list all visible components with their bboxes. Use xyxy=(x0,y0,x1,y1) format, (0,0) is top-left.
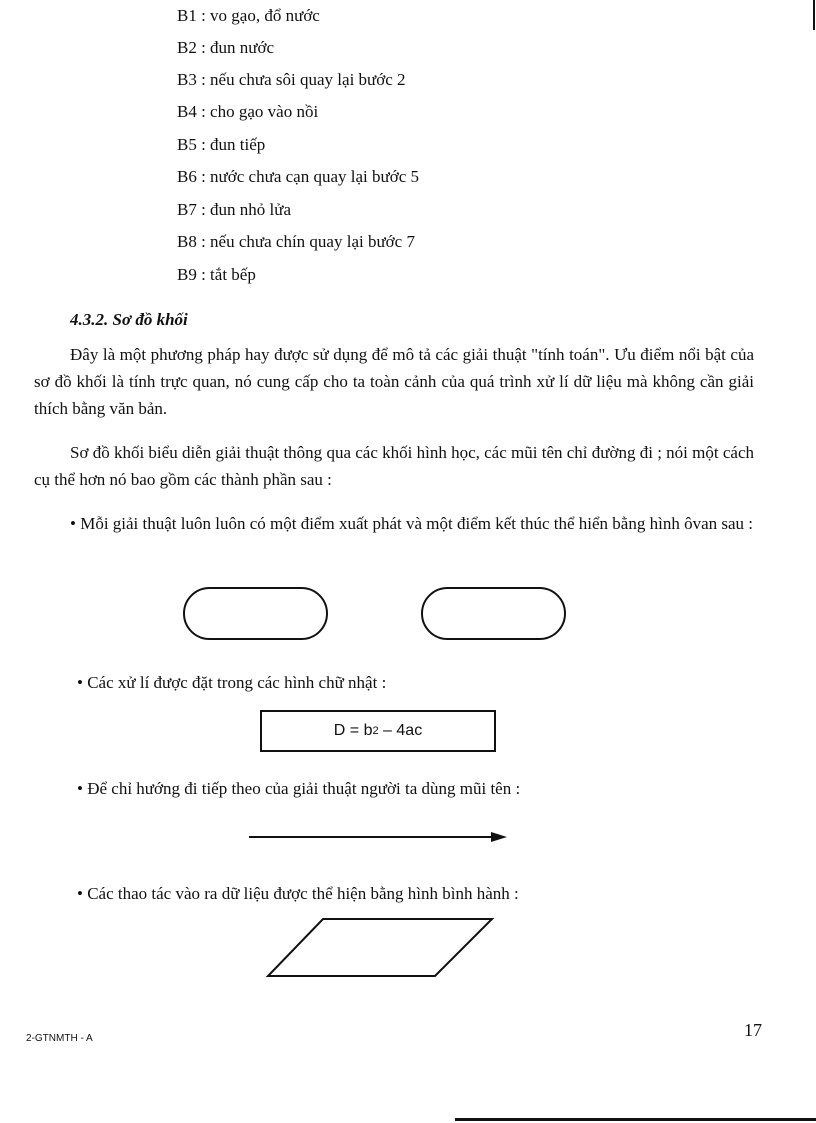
formula-rest: – 4ac xyxy=(378,722,423,739)
step-b6: B6 : nước chưa cạn quay lại bước 5 xyxy=(177,167,419,186)
bottom-rule xyxy=(455,1118,816,1121)
bullet-io: • Các thao tác vào ra dữ liệu được thể hiện bằng hình bình hành : xyxy=(77,884,519,903)
footer-code: 2-GTNMTH - A xyxy=(26,1033,93,1044)
step-b9: B9 : tắt bếp xyxy=(177,265,256,284)
paragraph-oval: • Mỗi giải thuật luôn luôn có một điểm xuất phát và một điểm kết thúc thể hiển bằng hình ôvan sau : xyxy=(70,514,753,533)
bullet-process: • Các xử lí được đặt trong các hình chữ nhật : xyxy=(77,673,387,692)
formula-exponent: 2 xyxy=(372,725,379,737)
step-b4: B4 : cho gạo vào nồi xyxy=(177,102,319,121)
io-parallelogram-shape xyxy=(265,916,497,980)
end-oval-shape xyxy=(421,587,566,640)
step-b1: B1 : vo gạo, đổ nước xyxy=(177,6,320,25)
step-b2: B2 : đun nước xyxy=(177,38,275,57)
page-edge-mark xyxy=(813,0,815,30)
paragraph-intro: Đây là một phương pháp hay được sử dụng để mô tả các giải thuật "tính toán". Ưu điểm nổi bật của sơ đồ khối là tính trực quan, nó cung cấp cho ta toàn cảnh của quá trình xử lí dữ liệu mà không cần giải thích bằng văn bản. xyxy=(34,345,754,418)
step-b5: B5 : đun tiếp xyxy=(177,135,266,154)
bullet-arrow: • Để chỉ hướng đi tiếp theo của giải thuật người ta dùng mũi tên : xyxy=(77,779,521,798)
process-rectangle xyxy=(260,710,496,752)
step-b3: B3 : nếu chưa sôi quay lại bước 2 xyxy=(177,70,406,89)
paragraph-components: Sơ đồ khối biểu diễn giải thuật thông qua các khối hình học, các mũi tên chỉ đường đi ; nói một cách cụ thể hơn nó bao gồm các thành phần sau : xyxy=(34,443,754,489)
page-number: 17 xyxy=(744,1020,762,1040)
section-heading: 4.3.2. Sơ đồ khối xyxy=(70,310,188,329)
flow-arrow-shape xyxy=(245,825,515,849)
start-oval-shape xyxy=(183,587,328,640)
step-b7: B7 : đun nhỏ lửa xyxy=(177,200,292,219)
step-b8: B8 : nếu chưa chín quay lại bước 7 xyxy=(177,232,415,251)
formula-base: D = b xyxy=(333,722,373,739)
